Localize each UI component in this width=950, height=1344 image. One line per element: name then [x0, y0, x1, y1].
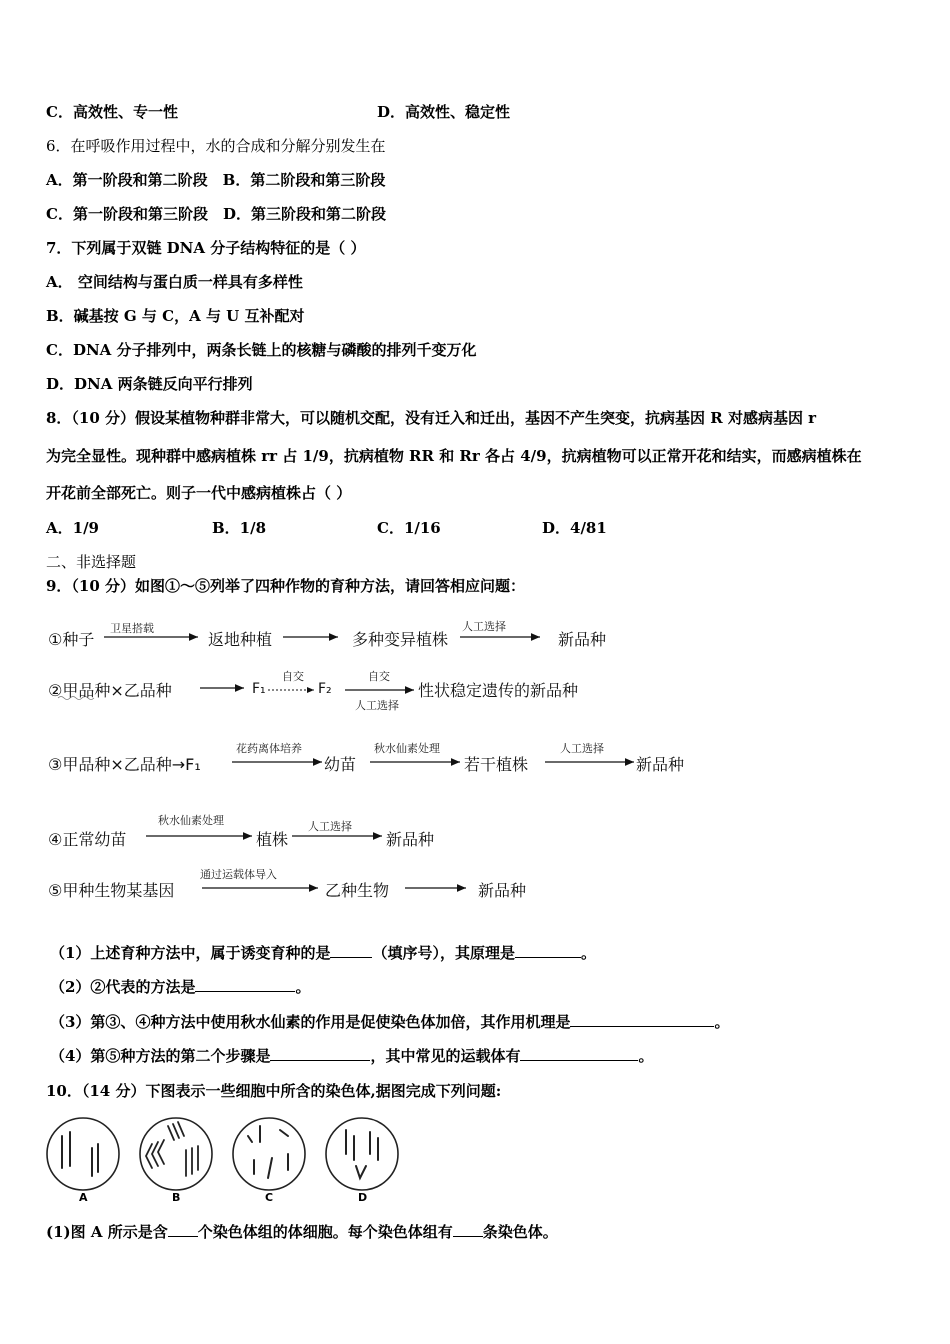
row4-arrow1-label: 秋水仙素处理: [158, 814, 224, 827]
cell-label-c: C: [265, 1191, 274, 1204]
q6-options-row2: C．第一阶段和第三阶段 D．第三阶段和第二阶段: [46, 205, 386, 223]
row3-cross: ③甲品种×乙品种→F₁: [48, 755, 201, 774]
row5-gene: ⑤甲种生物某基因: [48, 881, 175, 900]
q9-part4: （4）第⑤种方法的第二个步骤是 ，其中常见的运载体有 。: [50, 1047, 654, 1065]
q6-options-row1: A．第一阶段和第二阶段 B．第二阶段和第三阶段: [46, 171, 386, 189]
q5-option-d: D．高效性、稳定性: [377, 103, 511, 121]
answer-blank[interactable]: [515, 943, 581, 958]
answer-blank[interactable]: [453, 1222, 483, 1237]
q8-line3: 开花前全部死亡。则子一代中感病植株占（ ）: [46, 484, 352, 502]
row1-arrow3-label: 人工选择: [462, 620, 506, 633]
q6-stem: 6．在呼吸作用过程中，水的合成和分解分别发生在: [46, 137, 386, 155]
q7-option-a: A． 空间结构与蛋白质一样具有多样性: [46, 273, 303, 291]
q9-part3: （3）第③、④种方法中使用秋水仙素的作用是促使染色体加倍，其作用机理是 。: [50, 1013, 730, 1031]
q9-stem: 9．（10 分）如图①～⑤列举了四种作物的育种方法，请回答相应问题：: [46, 577, 526, 595]
row5-result: 新品种: [478, 881, 527, 900]
q7-option-b: B．碱基按 G 与 C，A 与 U 互补配对: [46, 307, 305, 325]
cell-a: [47, 1118, 119, 1190]
row4-seedling: ④正常幼苗: [48, 830, 127, 849]
cell-label-a: A: [79, 1191, 88, 1204]
row4-plants: 植株: [256, 830, 289, 849]
row1-arrow1-label: 卫星搭载: [110, 622, 154, 635]
row5-organism: 乙种生物: [325, 881, 390, 900]
q8-option-a: A．1/9: [46, 519, 99, 537]
answer-blank[interactable]: [195, 977, 295, 992]
row2-result: 性状稳定遗传的新品种: [418, 681, 579, 700]
cell-label-d: D: [358, 1191, 368, 1204]
row5-arrow1-label: 通过运载体导入: [200, 868, 277, 881]
row3-arrow1-label: 花药离体培养: [236, 742, 302, 755]
cell-label-b: B: [172, 1191, 181, 1204]
answer-blank[interactable]: [330, 943, 372, 958]
q8-option-c: C．1/16: [377, 519, 441, 537]
q7-stem: 7．下列属于双链 DNA 分子结构特征的是（ ）: [46, 239, 366, 257]
chromosome-cells-figure: [40, 1108, 400, 1208]
q7-option-c: C．DNA 分子排列中，两条长链上的核糖与磷酸的排列千变万化: [46, 341, 477, 359]
row1-seed: ①种子: [48, 630, 95, 649]
row1-step2: 返地种植: [208, 630, 273, 649]
q8-option-b: B．1/8: [212, 519, 267, 537]
row2-arrow2-label: 自交: [282, 670, 304, 683]
q8-option-d: D．4/81: [542, 519, 607, 537]
cell-c: [233, 1118, 305, 1190]
row2-arrow3-label: 自交: [368, 670, 390, 683]
row3-arrow2-label: 秋水仙素处理: [374, 742, 440, 755]
row3-plants: 若干植株: [464, 755, 529, 774]
q10-stem: 10．（14 分）下图表示一些细胞中所含的染色体,据图完成下列问题:: [46, 1082, 502, 1100]
q10-part1: (1)图 A 所示是含 个染色体组的体细胞。每个染色体组有 条染色体。: [46, 1223, 558, 1241]
answer-blank[interactable]: [168, 1222, 198, 1237]
row3-arrow3-label: 人工选择: [560, 742, 604, 755]
row2-arrow3-sublabel: 人工选择: [355, 699, 399, 712]
row3-seedling: 幼苗: [324, 755, 357, 774]
answer-blank[interactable]: [570, 1012, 714, 1027]
answer-blank[interactable]: [520, 1046, 638, 1061]
row2-cross: ②甲品种×乙品种: [48, 681, 172, 700]
cell-d: [326, 1118, 398, 1190]
row1-step3: 多种变异植株: [352, 630, 449, 649]
section-heading: 二、非选择题: [46, 553, 137, 571]
q8-line1: 8．（10 分）假设某植物种群非常大，可以随机交配，没有迁入和迁出，基因不产生突变，抗病基因 R 对感病基因 r: [46, 409, 817, 427]
q8-line2: 为完全显性。现种群中感病植株 rr 占 1/9，抗病植物 RR 和 Rr 各占 4/9，抗病植物可以正常开花和结实，而感病植株在: [46, 447, 862, 465]
row3-result: 新品种: [636, 755, 685, 774]
row2-f1: F₁: [252, 681, 266, 697]
row2-f2: F₂: [318, 681, 332, 697]
answer-blank[interactable]: [270, 1046, 370, 1061]
q9-part2: （2）②代表的方法是 。: [50, 978, 311, 996]
row4-arrow2-label: 人工选择: [308, 820, 352, 833]
row1-result: 新品种: [558, 630, 607, 649]
q5-option-c: C．高效性、专一性: [46, 103, 178, 121]
q7-option-d: D．DNA 两条链反向平行排列: [46, 375, 253, 393]
q9-part1: （1）上述育种方法中，属于诱变育种的是 （填序号），其原理是 。: [50, 944, 596, 962]
row4-result: 新品种: [386, 830, 435, 849]
